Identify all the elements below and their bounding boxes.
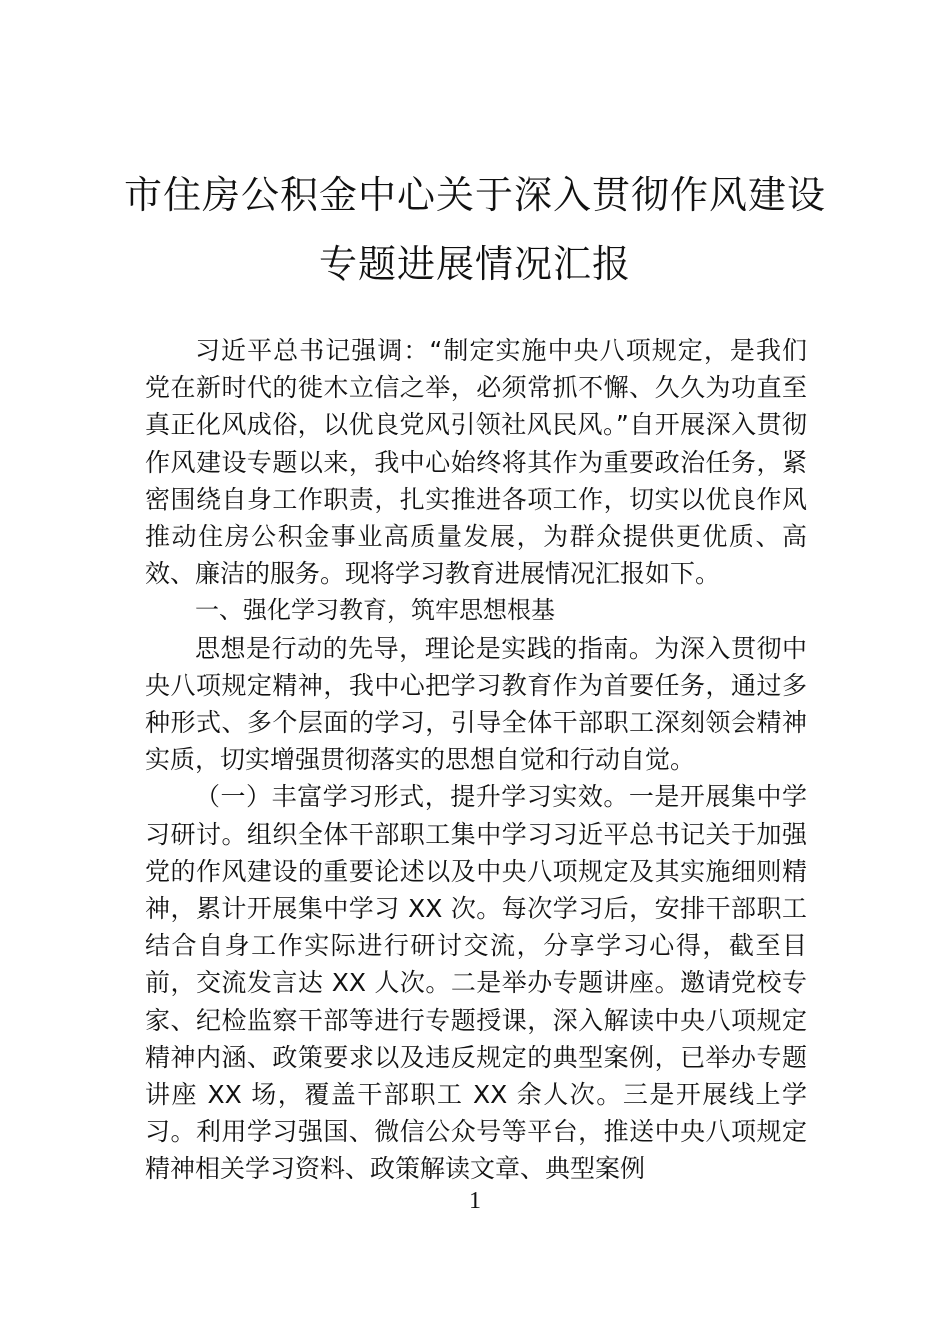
- page-number: 1: [469, 1188, 481, 1214]
- document-body: [145, 332, 807, 1188]
- document-title-line-2: 专题进展情况汇报: [318, 242, 631, 286]
- subsection-1-paragraph: （一）丰富学习形式，提升学习实效。一是开展集中学习研讨。组织全体干部职工集中学习习近平总书记关于加强党的作风建设的重要论述以及中央八项规定及其实施细则精神，累计开展集中学习 XX 次。每次学习后，安排干部职工结合自身工作实际进行研讨交流，分享学习心得，截至目前，交流发言达 XX 人次。二是举办专题讲座。邀请党校专家、纪检监察干部等进行专题授课，深入解读中央八项规定精神内涵、政策要求以及违反规定的典型案例，已举办专题讲座 XX 场，覆盖干部职工 XX 余人次。三是开展线上学习。利用学习强国、微信公众号等平台，推送中央八项规定精神相关学习资料、政策解读文章、典型案例: [145, 782, 807, 1184]
- document-title-line-1: 市住房公积金中心关于深入贯彻作风建设: [123, 173, 826, 217]
- intro-paragraph: 习近平总书记强调：“制定实施中央八项规定，是我们党在新时代的徙木立信之举，必须常抓不懈、久久为功直至真正化风成俗，以优良党风引领社风民风。”自开展深入贯彻作风建设专题以来，我中心始终将其作为重要政治任务，紧密围绕自身工作职责，扎实推进各项工作，切实以优良作风推动住房公积金事业高质量发展，为群众提供更优质、高效、廉洁的服务。现将学习教育进展情况汇报如下。: [145, 336, 807, 589]
- section-1-paragraph: 思想是行动的先导，理论是实践的指南。为深入贯彻中央八项规定精神，我中心把学习教育作为首要任务，通过多种形式、多个层面的学习，引导全体干部职工深刻领会精神实质，切实增强贯彻落实的思想自觉和行动自觉。: [145, 633, 807, 775]
- section-heading-1: 一、强化学习教育，筑牢思想根基: [195, 596, 555, 625]
